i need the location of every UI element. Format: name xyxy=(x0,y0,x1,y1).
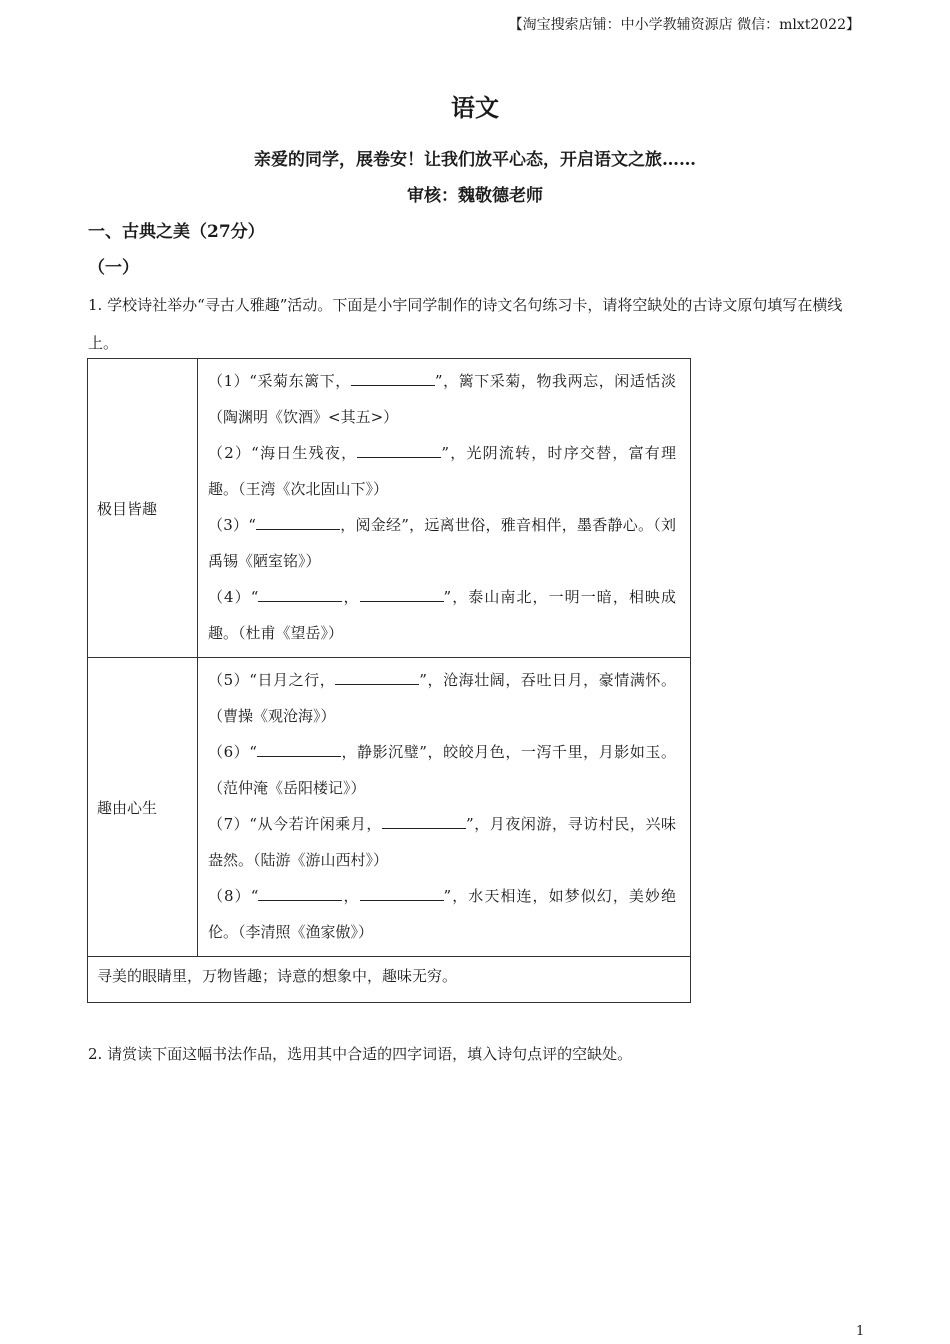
page-number: 1 xyxy=(856,1324,865,1339)
category-cell-2: 趣由心生 xyxy=(88,658,198,957)
poem-practice-table xyxy=(87,358,691,1003)
answer-blank[interactable] xyxy=(382,812,466,829)
items-cell-1 xyxy=(198,359,691,658)
table-row-summary xyxy=(88,957,691,1003)
reviewer-line: 审核：魏敬德老师 xyxy=(407,186,543,206)
fill-item-7: （7）“从今若许闲乘月， ”，月夜闲游，寻访村民，兴味盎然。（陆游《游山西村》） xyxy=(208,806,676,878)
question-1-text: 1. 学校诗社举办“寻古人雅趣”活动。下面是小宇同学制作的诗文名句练习卡，请将空缺处的古诗文原句填写在横线上。 xyxy=(88,296,843,352)
answer-blank[interactable] xyxy=(351,369,435,386)
summary-cell: 寻美的眼睛里，万物皆趣；诗意的想象中，趣味无穷。 xyxy=(88,957,691,1003)
subsection-heading: （一） xyxy=(88,258,139,278)
fill-item-6: （6）“ ，静影沉璧”，皎皎月色，一泻千里，月影如玉。（范仲淹《岳阳楼记》） xyxy=(208,734,676,806)
fill-item-4: （4）“ ， ”，泰山南北，一明一暗，相映成趣。（杜甫《望岳》） xyxy=(208,579,676,651)
question-2-text: 2. 请赏读下面这幅书法作品，选用其中合适的四字词语，填入诗句点评的空缺处。 xyxy=(88,1045,633,1063)
fill-item-1: （1）“采菊东篱下， ”，篱下采菊，物我两忘，闲适恬淡 （陶渊明《饮酒》<其五>） xyxy=(208,363,676,435)
answer-blank[interactable] xyxy=(258,884,342,901)
answer-blank[interactable] xyxy=(258,585,342,602)
greeting-line: 亲爱的同学，展卷安！让我们放平心态，开启语文之旅…… xyxy=(254,150,696,170)
answer-blank[interactable] xyxy=(256,513,340,530)
answer-blank[interactable] xyxy=(360,585,444,602)
answer-blank[interactable] xyxy=(357,441,441,458)
answer-blank[interactable] xyxy=(257,740,341,757)
category-cell-1: 极目皆趣 xyxy=(88,359,198,658)
table-row-group-1 xyxy=(88,359,691,658)
fill-item-3: （3）“ ，阅金经”，远离世俗，雅音相伴，墨香静心。（刘禹锡《陋室铭》） xyxy=(208,507,676,579)
section-heading: 一、古典之美（27分） xyxy=(88,222,265,242)
answer-blank[interactable] xyxy=(360,884,444,901)
fill-item-5: （5）“日月之行， ”，沧海壮阔，吞吐日月，豪情满怀。（曹操《观沧海》） xyxy=(208,662,676,734)
table-row-group-2 xyxy=(88,658,691,957)
header-note: 【淘宝搜索店铺：中小学教辅资源店 微信：mlxt2022】 xyxy=(508,17,860,33)
answer-blank[interactable] xyxy=(335,668,419,685)
fill-item-2: （2）“海日生残夜， ”，光阴流转，时序交替，富有理趣。（王湾《次北固山下》） xyxy=(208,435,676,507)
document-title: 语文 xyxy=(451,93,499,122)
items-cell-2 xyxy=(198,658,691,957)
fill-item-8: （8）“ ， ”，水天相连，如梦似幻，美妙绝伦。（李清照《渔家傲》） xyxy=(208,878,676,950)
